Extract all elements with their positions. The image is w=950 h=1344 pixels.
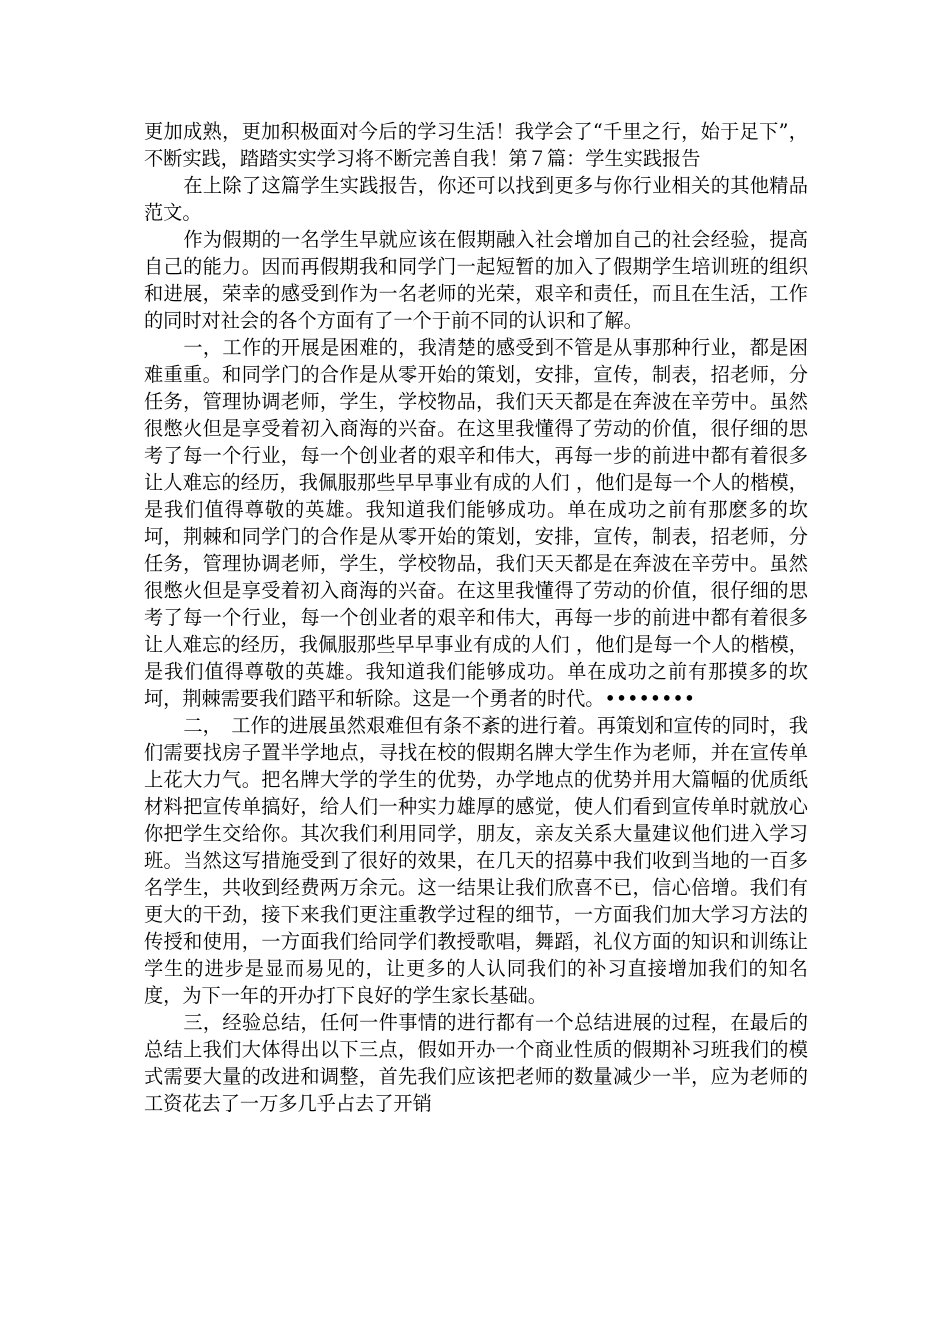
paragraph-section-two: 二， 工作的进展虽然艰难但有条不紊的进行着。再策划和宣传的同时，我们需要找房子置半学地点，寻找在校的假期名牌大学生作为老师，并在宣传单上花大力气。把名牌大学的学生的优势，办学地点的优势并用大篇幅的优质纸材料把宣传单搞好，给人们一种实力雄厚的感觉，使人们看到宣传单时就放心你把学生交给你。其次我们利用同学，朋友，亲友关系大量建议他们进入学习班。当然这写措施受到了很好的效果，在几天的招募中我们收到当地的一百多名学生，共收到经费两万余元。这一结果让我们欣喜不已，信心倍增。我们有更大的干劲，接下来我们更注重教学过程的细节，一方面我们加大学习方法的传授和使用，一方面我们给同学们教授歌唱，舞蹈，礼仪方面的知识和训练让学生的进步是显而易见的，让更多的人认同我们的补习直接增加我们的知名度，为下一年的开办打下良好的学生家长基础。 (144, 714, 808, 1007)
paragraph-continuation: 更加成熟，更加积极面对今后的学习生活！我学会了“千里之行，始于足下”，不断实践，踏踏实实学习将不断完善自我！第７篇：学生实践报告 (144, 120, 808, 170)
paragraph-section-one: 一，工作的开展是困难的，我清楚的感受到不管是从事那种行业，都是困难重重。和同学门的合作是从零开始的策划，安排，宣传，制表，招老师，分任务，管理协调老师，学生，学校物品，我们天天都是在奔波在辛劳中。虽然很憋火但是享受着初入商海的兴奋。在这里我懂得了劳动的价值，很仔细的思考了每一个行业，每一个创业者的艰辛和伟大，再每一步的前进中都有着很多让人难忘的经历，我佩服那些早早事业有成的人们 ，他们是每一个人的楷模，是我们值得尊敬的英雄。我知道我们能够成功。单在成功之前有那麽多的坎坷，荆棘和同学门的合作是从零开始的策划，安排，宣传，制表，招老师，分任务，管理协调老师，学生，学校物品，我们天天都是在奔波在辛劳中。虽然很憋火但是享受着初入商海的兴奋。在这里我懂得了劳动的价值，很仔细的思考了每一个行业，每一个创业者的艰辛和伟大，再每一步的前进中都有着很多让人难忘的经历，我佩服那些早早事业有成的人们 ，他们是每一个人的楷模，是我们值得尊敬的英雄。我知道我们能够成功。单在成功之前有那摸多的坎坷，荆棘需要我们踏平和斩除。这是一个勇者的时代。•••••••• (144, 336, 808, 710)
paragraph-intro: 在上除了这篇学生实践报告，你还可以找到更多与你行业相关的其他精品范文。 (144, 174, 808, 224)
document-page (144, 118, 808, 1117)
paragraph-background: 作为假期的一名学生早就应该在假期融入社会增加自己的社会经验，提高自己的能力。因而再假期我和同学门一起短暂的加入了假期学生培训班的组织和进展，荣幸的感受到作为一名老师的光荣，艰辛和责任，而且在生活，工作的同时对社会的各个方面有了一个于前不同的认识和了解。 (144, 228, 808, 332)
paragraph-section-three: 三，经验总结，任何一件事情的进行都有一个总结进展的过程，在最后的总结上我们大体得出以下三点，假如开办一个商业性质的假期补习班我们的模式需要大量的改进和调整，首先我们应该把老师的数量减少一半，应为老师的工资花去了一万多几乎占去了开销 (144, 1011, 808, 1115)
